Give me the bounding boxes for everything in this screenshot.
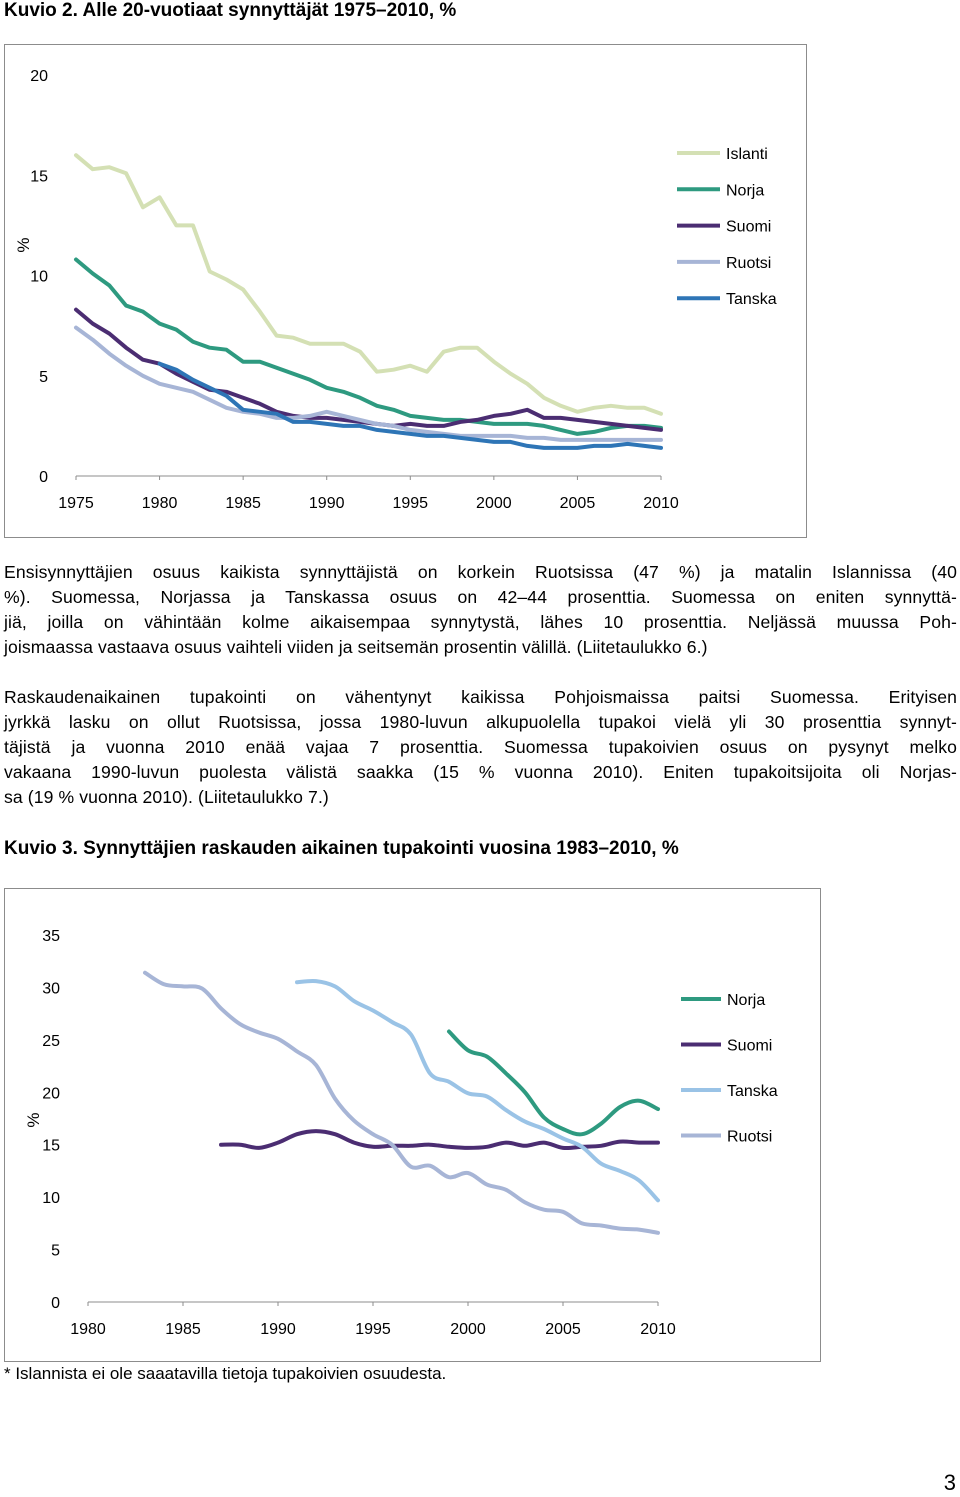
x-tick-label: 2010: [640, 1321, 676, 1338]
series-line-norja: [449, 1032, 658, 1135]
series-line-tanska: [297, 981, 658, 1200]
x-tick-label: 2005: [559, 495, 596, 512]
y-axis-label: %: [24, 1112, 43, 1128]
x-tick-label: 1980: [141, 495, 178, 512]
paragraph-line: joismaassa vastaava osuus vaihteli viiden ja seitsemän prosentin välillä. (Liitetaulukko 6.): [4, 637, 708, 657]
legend-label-suomi: Suomi: [726, 218, 772, 236]
y-tick-label: 35: [42, 928, 60, 945]
y-tick-label: 30: [42, 980, 60, 998]
y-tick-label: 0: [39, 469, 48, 486]
y-tick-label: 25: [42, 1032, 60, 1050]
figure-2-title: Kuvio 2. Alle 20-vuotiaat synnyttäjät 1975–2010, %: [4, 0, 457, 21]
paragraph-line: %). Suomessa, Norjassa ja Tanskassa osuus on 42–44 prosenttia. Suomessa on eniten synnyttä-: [4, 587, 957, 607]
chart-teen-mothers-svg: [5, 45, 806, 537]
series-line-norja: [76, 260, 661, 434]
footnote: * Islannista ei ole saaatavilla tietoja tupakoivien osuudesta.: [4, 1364, 447, 1383]
paragraph-line: sa (19 % vuonna 2010). (Liitetaulukko 7.): [4, 787, 329, 807]
chart-smoking-during-pregnancy: [4, 888, 821, 1362]
x-tick-label: 1990: [308, 495, 345, 512]
y-axis-label: %: [14, 237, 33, 253]
x-tick-label: 2000: [450, 1321, 486, 1338]
y-tick-label: 15: [42, 1137, 60, 1155]
x-tick-label: 2010: [643, 495, 679, 512]
x-tick-label: 2000: [476, 495, 512, 512]
legend-label-norja: Norja: [727, 992, 766, 1009]
legend-label-norja: Norja: [726, 182, 765, 200]
figure-3-title: Kuvio 3. Synnyttäjien raskauden aikainen tupakointi vuosina 1983–2010, %: [4, 838, 679, 859]
paragraph-line: jiä, joilla on vähintään kolme aikaisempaa synnytystä, lähes 10 prosenttia. Neljässä muussa Poh-: [4, 612, 957, 632]
y-tick-label: 0: [51, 1295, 60, 1312]
x-tick-label: 1990: [260, 1321, 296, 1338]
paragraph-line: Ensisynnyttäjien osuus kaikista synnyttäjistä on korkein Ruotsissa (47 %) ja matalin Islannissa (40: [4, 562, 957, 582]
series-line-islanti: [76, 155, 661, 414]
y-tick-label: 20: [30, 68, 48, 85]
paragraph-first-time-mothers: [4, 560, 957, 660]
y-tick-label: 15: [30, 168, 48, 186]
chart-teen-mothers: [4, 44, 807, 538]
series-line-ruotsi: [76, 328, 661, 440]
y-tick-label: 10: [42, 1190, 60, 1208]
legend-label-tanska: Tanska: [727, 1083, 778, 1100]
legend-label-islanti: Islanti: [726, 146, 768, 163]
series-line-tanska: [160, 364, 661, 448]
y-tick-label: 20: [42, 1085, 60, 1103]
series-line-ruotsi: [145, 973, 658, 1233]
paragraph-smoking: [4, 685, 957, 810]
x-tick-label: 2005: [545, 1321, 581, 1338]
series-line-suomi: [221, 1131, 658, 1148]
x-tick-label: 1975: [58, 495, 94, 512]
y-tick-label: 10: [30, 268, 48, 286]
legend-label-suomi: Suomi: [727, 1037, 773, 1055]
x-tick-label: 1980: [70, 1321, 106, 1338]
x-tick-label: 1985: [225, 495, 261, 512]
y-tick-label: 5: [51, 1242, 60, 1260]
paragraph-line: vakaana 1990-luvun puolesta välistä saakka (15 % vuonna 2010). Eniten tupakoitsijoita oli Norjas-: [4, 762, 957, 782]
x-tick-label: 1995: [355, 1321, 391, 1338]
legend-label-tanska: Tanska: [726, 291, 777, 309]
x-tick-label: 1995: [392, 495, 429, 512]
legend-label-ruotsi: Ruotsi: [726, 254, 772, 272]
paragraph-line: jyrkkä lasku on ollut Ruotsissa, jossa 1980-luvun alkupuolella tupakoi vielä yli 30 prosenttia synnyt-: [4, 712, 957, 732]
y-tick-label: 5: [39, 368, 48, 386]
x-tick-label: 1985: [165, 1321, 201, 1338]
chart-smoking-svg: [5, 889, 820, 1361]
paragraph-line: täjistä ja vuonna 2010 enää vajaa 7 prosenttia. Suomessa tupakoivien osuus on pysynyt melko: [4, 737, 957, 757]
paragraph-line: Raskaudenaikainen tupakointi on vähentynyt kaikissa Pohjoismaissa paitsi Suomessa. Erityisen: [4, 687, 957, 707]
page-number: 3: [943, 1470, 956, 1495]
legend-label-ruotsi: Ruotsi: [727, 1128, 773, 1146]
